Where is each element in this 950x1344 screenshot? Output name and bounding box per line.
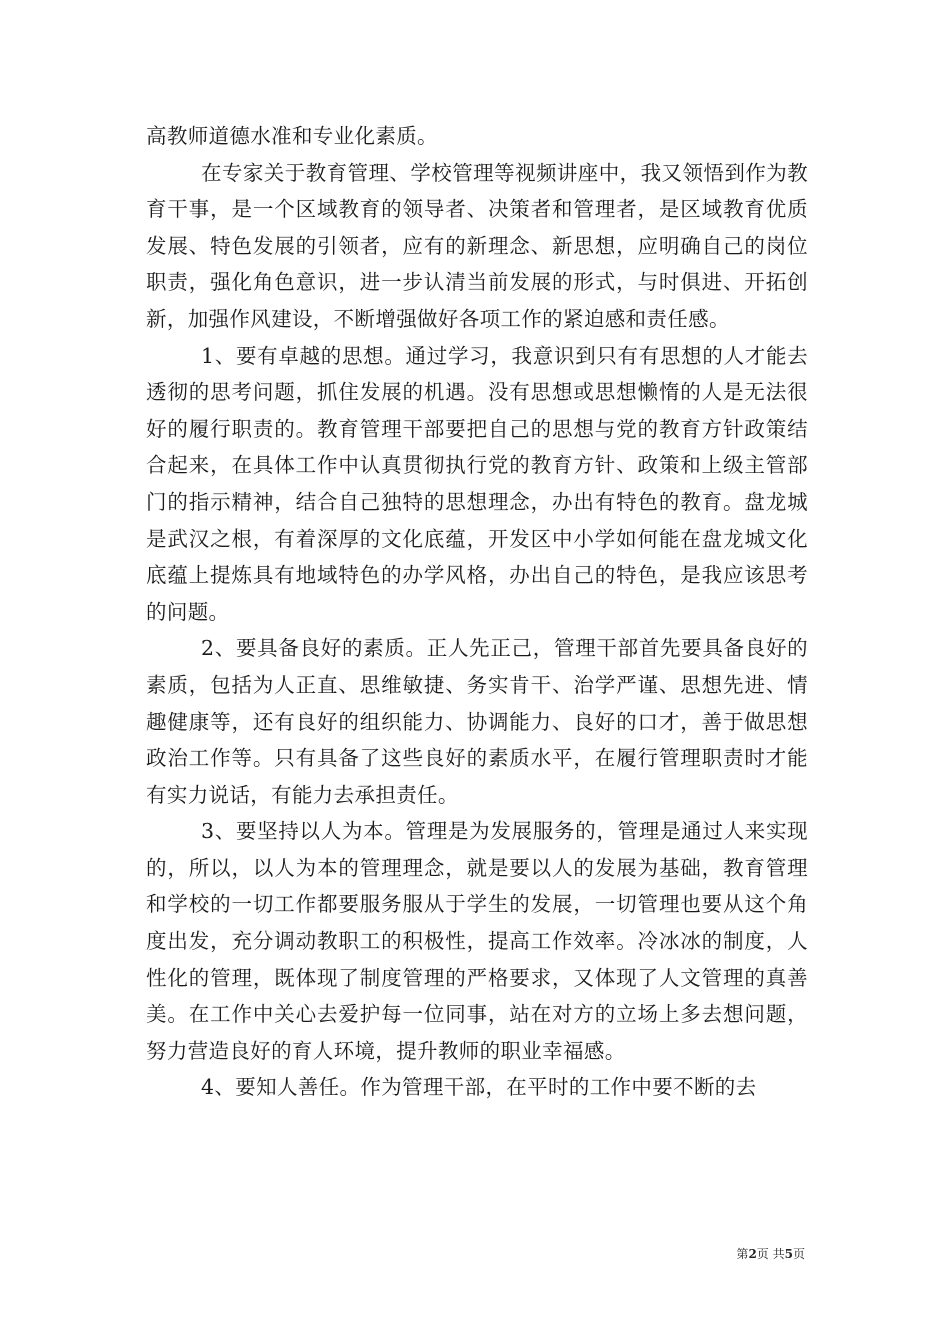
current-page-number: 2 xyxy=(748,1247,757,1261)
total-pages-number: 5 xyxy=(784,1247,793,1261)
paragraph-point-1: 1、要有卓越的思想。通过学习，我意识到只有有思想的人才能去透彻的思考问题，抓住发展的机遇。没有思想或思想懒惰的人是无法很好的履行职责的。教育管理干部要把自己的思想与党的教育方针政策结合起来，在具体工作中认真贯彻执行党的教育方针、政策和上级主管部门的指示精神，结合自己独特的思想理念，办出有特色的教育。盘龙城是武汉之根，有着深厚的文化底蕴，开发区中小学如何能在盘龙城文化底蕴上提炼具有地域特色的办学风格，办出自己的特色，是我应该思考的问题。 xyxy=(146,343,808,624)
footer-prefix: 第 xyxy=(736,1247,749,1261)
paragraph-continuation: 高教师道德水准和专业化素质。 xyxy=(146,124,438,148)
footer-suffix: 页 xyxy=(792,1247,805,1261)
footer-middle: 页 共 xyxy=(756,1247,785,1261)
page-number-footer xyxy=(736,1246,805,1262)
paragraph-lecture-insight: 在专家关于教育管理、学校管理等视频讲座中，我又领悟到作为教育干事，是一个区域教育的领导者、决策者和管理者，是区域教育优质发展、特色发展的引领者，应有的新理念、新思想，应明确自己的岗位职责，强化角色意识，进一步认清当前发展的形式，与时俱进、开拓创新，加强作风建设，不断增强做好各项工作的紧迫感和责任感。 xyxy=(146,160,808,331)
document-body xyxy=(146,118,808,1106)
paragraph-point-2: 2、要具备良好的素质。正人先正己，管理干部首先要具备良好的素质，包括为人正直、思维敏捷、务实肯干、治学严谨、思想先进、情趣健康等，还有良好的组织能力、协调能力、良好的口才，善于做思想政治工作等。只有具备了这些良好的素质水平，在履行管理职责时才能有实力说话，有能力去承担责任。 xyxy=(146,636,808,807)
paragraph-point-3: 3、要坚持以人为本。管理是为发展服务的，管理是通过人来实现的，所以，以人为本的管理理念，就是要以人的发展为基础，教育管理和学校的一切工作都要服务服从于学生的发展，一切管理也要从这个角度出发，充分调动教职工的积极性，提高工作效率。冷冰冰的制度，人性化的管理，既体现了制度管理的严格要求，又体现了人文管理的真善美。在工作中关心去爱护每一位同事，站在对方的立场上多去想问题，努力营造良好的育人环境，提升教师的职业幸福感。 xyxy=(146,819,808,1063)
paragraph-point-4: 4、要知人善任。作为管理干部，在平时的工作中要不断的去 xyxy=(201,1075,757,1100)
